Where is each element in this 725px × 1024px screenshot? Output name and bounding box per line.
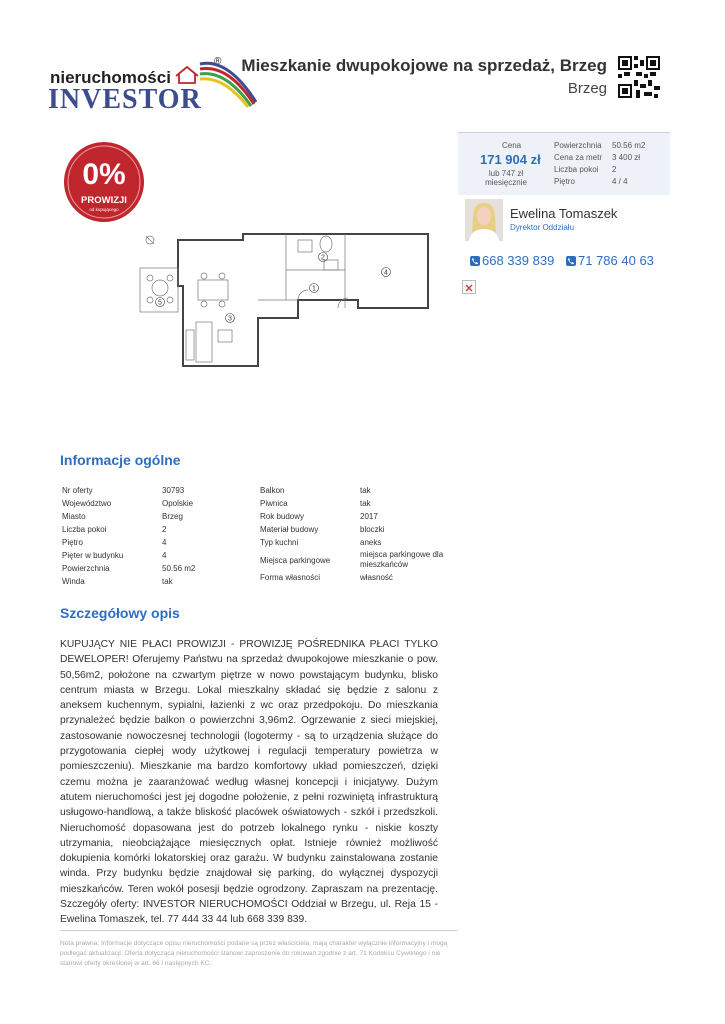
info-value: 2	[162, 525, 167, 534]
room-label-5: 5	[158, 299, 162, 307]
info-value: 2017	[360, 512, 378, 521]
description-heading: Szczegółowy opis	[60, 605, 180, 621]
info-value: 4	[162, 551, 167, 560]
price-label: Cena	[502, 141, 522, 150]
info-row	[62, 497, 195, 510]
info-row	[62, 562, 195, 575]
phone-icon	[470, 256, 480, 266]
info-key: Miejsca parkingowe	[260, 555, 331, 565]
page-title: Mieszkanie dwupokojowe na sprzedaż, Brzeg	[241, 56, 607, 75]
info-key: Pięter w budynku	[62, 551, 124, 560]
info-row	[260, 536, 460, 549]
summary-key: Liczba pokoi	[554, 165, 599, 174]
info-row	[62, 510, 195, 523]
broken-image-icon	[462, 280, 476, 294]
room-label-4: 4	[384, 269, 388, 277]
info-key: Balkon	[260, 486, 285, 495]
info-row	[62, 523, 195, 536]
logo-top-text: nieruchomości	[50, 68, 171, 87]
summary-value: 2	[612, 165, 617, 174]
info-value: Brzeg	[162, 512, 183, 521]
info-key: Piwnica	[260, 499, 288, 508]
info-value: Opolskie	[162, 499, 194, 508]
legal-note: Nota prawna: Informacje dotyczące opisu nieruchomości podane są przez właściciela, mają charakter wyłącznie informacyjny i mogą podlegać aktualizacji. Oferta dotycząca nieruchomości stanowi zaproszenie do rokowań zgodnie z art. 71 Kodeksu Cywilnego i nie stanowi oferty określonej w art. 66 i następnych KC.	[60, 940, 448, 967]
agent-avatar	[465, 199, 503, 241]
summary-key: Powierzchnia	[554, 141, 602, 150]
logo-brand-text: INVESTOR	[48, 84, 202, 115]
general-info-right	[260, 484, 460, 584]
general-info-left	[62, 484, 195, 588]
price-value: 171 904 zł	[480, 152, 541, 167]
info-value: tak	[360, 486, 371, 495]
summary-row	[554, 140, 645, 152]
info-row	[260, 571, 460, 584]
agent-phone-2[interactable]	[566, 253, 654, 268]
summary-value: 50.56 m2	[612, 141, 646, 150]
info-value: 4	[162, 538, 167, 547]
divider	[60, 930, 458, 931]
info-key: Miasto	[62, 512, 86, 521]
room-label-3: 3	[228, 315, 232, 323]
info-value: tak	[360, 499, 371, 508]
info-key: Rok budowy	[260, 512, 305, 521]
info-row	[260, 497, 460, 510]
registered-mark: ®	[214, 56, 222, 67]
info-row	[62, 536, 195, 549]
agent-name: Ewelina Tomaszek	[510, 206, 618, 221]
room-label-2: 2	[321, 254, 325, 262]
badge-small: od kupującego	[89, 207, 119, 212]
info-row	[62, 484, 195, 497]
price-monthly-unit: miesięcznie	[485, 178, 527, 187]
info-key: Piętro	[62, 538, 83, 547]
summary-value: 3 400 zł	[612, 153, 641, 162]
page-subtitle: Brzeg	[567, 80, 607, 97]
badge-word: PROWIZJI	[81, 195, 127, 206]
qr-code-icon	[618, 56, 660, 98]
floor-plan	[138, 230, 438, 380]
info-value: miejsca parkingowe dla mieszkańców	[360, 550, 444, 569]
info-row	[62, 575, 195, 588]
info-value: tak	[162, 577, 173, 586]
info-row	[62, 549, 195, 562]
info-key: Liczba pokoi	[62, 525, 107, 534]
info-row	[260, 484, 460, 497]
info-value: 50.56 m2	[162, 564, 196, 573]
info-value: własność	[360, 573, 393, 582]
info-value: bloczki	[360, 525, 385, 534]
summary-row	[554, 176, 645, 188]
general-info-heading: Informacje ogólne	[60, 452, 181, 468]
summary-key: Piętro	[554, 177, 575, 186]
info-row	[260, 523, 460, 536]
agent-phone-2-number: 71 786 40 63	[578, 253, 654, 268]
info-key: Typ kuchni	[260, 538, 299, 547]
agent-role: Dyrektor Oddziału	[510, 223, 575, 232]
summary-key: Cena za metr	[554, 153, 603, 162]
summary-row	[554, 164, 645, 176]
info-row	[260, 549, 460, 571]
summary-table	[554, 140, 645, 188]
info-key: Winda	[62, 577, 85, 586]
room-label-1: 1	[312, 285, 316, 293]
price-monthly-amount: lub 747 zł	[488, 169, 524, 178]
company-logo	[48, 58, 258, 113]
info-value: 30793	[162, 486, 185, 495]
info-row	[260, 510, 460, 523]
description-text: KUPUJĄCY NIE PŁACI PROWIZJI - PROWIZJĘ POŚREDNIKA PŁACI TYLKO DEWELOPER! Oferujemy Państwu na sprzedaż dwupokojowe mieszkanie o pow. 50,56m2, położone na czwartym piętrze w nowo powstającym budynku, blisko centrum miasta w Brzegu. Lokal mieszkalny składać się będzie z salonu z aneksem kuchennym, sypialni, łazienki z wc oraz przedpokoju. Do mieszkania przynależeć będzie balkon o powierzchni 3,96m2. Ogrzewanie z sieci miejskiej, zastosowanie nowoczesnej technologii (logotermy - są to urządzenia służące do przygotowania ciepłej wody użytkowej i regulacji temperatury powietrza w pomieszczeniu). Mieszkanie ma bardzo komfortowy układ pomieszczeń, dzięki czemu można je zaaranżować według własnej koncepcji i inicjatywy. Dużym atutem nieruchomości jest jej dogodne położenie, z pełni rozwiniętą infrastrukturą usługowo-handlową, a także bliskość placówek oświatowych - szkół i przedszkoli. Nieruchomość dopasowana jest do potrzeb lokalnego rynku - niskie koszty utrzymania, nieobciążające miesięcznych opłat. Istnieje również możliwość dokupienia komórki lokatorskiej oraz garażu. W budynku zainstalowana zostanie winda. Przy budynku będzie znajdował się parking, do wyłącznej dyspozycji mieszkańców. Teren wokół posesji będzie ogrodzony. Zapraszam na prezentację. Szczegóły oferty: INVESTOR NIERUCHOMOŚCI Oddział w Brzegu, ul. Reja 15 - Ewelina Tomaszek, tel. 77 444 33 44 lub 668 339 839.	[60, 639, 438, 926]
summary-row	[554, 152, 645, 164]
price-summary-box	[458, 132, 670, 195]
info-key: Powierzchnia	[62, 564, 110, 573]
info-value: aneks	[360, 538, 382, 547]
info-key: Województwo	[62, 499, 112, 508]
price-monthly	[485, 169, 527, 187]
house-icon	[174, 66, 200, 84]
info-key: Nr oferty	[62, 486, 93, 495]
summary-value: 4 / 4	[612, 177, 628, 186]
badge-percent: 0%	[82, 158, 126, 191]
phone-icon	[566, 256, 576, 266]
zero-commission-badge	[62, 140, 146, 224]
agent-phone-1-number: 668 339 839	[482, 253, 555, 268]
info-key: Forma własności	[260, 573, 321, 582]
info-key: Materiał budowy	[260, 525, 319, 534]
agent-phone-1[interactable]	[470, 253, 554, 268]
